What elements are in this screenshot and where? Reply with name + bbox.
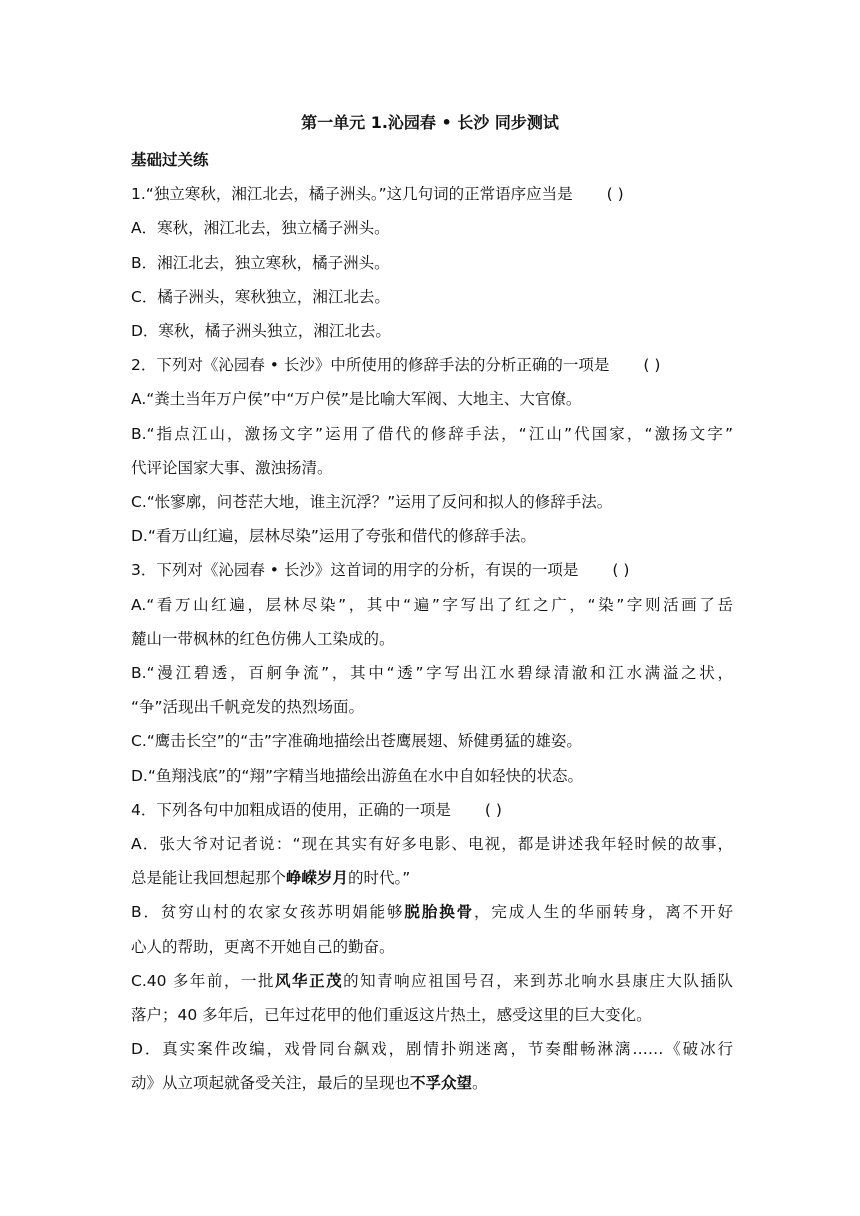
question-2-option-a: A.“粪土当年万户侯”中“万户侯”是比喻大军阀、大地主、大官僚。 [131, 390, 582, 409]
question-2-option-b-line1: B.“指点江山，激扬文字”运用了借代的修辞手法，“江山”代国家，“激扬文字” [131, 424, 733, 443]
answer-blank: ( ) [606, 185, 624, 204]
question-4-option-b-line1: B．贫穷山村的农家女孩苏明娟能够脱胎换骨，完成人生的华丽转身，离不开好 [131, 903, 733, 922]
question-4-option-a-line1: A．张大爷对记者说：“现在其实有好多电影、电视，都是讲述我年轻时候的故事， [131, 835, 733, 854]
answer-blank: ( ) [484, 800, 502, 819]
bold-idiom: 不孚众望 [410, 1074, 473, 1093]
question-4-option-a-line2: 总是能让我回想起那个峥嵘岁月的时代。” [131, 869, 411, 888]
bold-idiom: 风华正茂 [275, 971, 344, 990]
question-4-stem: 4．下列各句中加粗成语的使用，正确的一项是 ( ) [131, 800, 502, 819]
bold-idiom: 脱胎换骨 [404, 903, 474, 922]
question-1-option-b: B．湘江北去，独立寒秋，橘子洲头。 [131, 253, 390, 272]
question-2-stem: 2．下列对《沁园春 • 长沙》中所使用的修辞手法的分析正确的一项是 ( ) [131, 356, 661, 375]
question-3-option-a-line2: 麓山一带枫林的红色仿佛人工染成的。 [131, 629, 395, 648]
question-3-stem: 3．下列对《沁园春 • 长沙》这首词的用字的分析，有误的一项是 ( ) [131, 561, 630, 580]
question-1-stem: 1.“独立寒秋，湘江北去，橘子洲头。”这几句词的正常语序应当是 ( ) [131, 185, 624, 204]
question-4-option-c-line1: C.40 多年前，一批风华正茂的知青响应祖国号召，来到苏北响水县康庄大队插队 [131, 971, 733, 990]
bold-idiom: 峥嵘岁月 [286, 869, 349, 888]
question-1-option-c: C．橘子洲头，寒秋独立，湘江北去。 [131, 287, 390, 306]
section-heading: 基础过关练 [131, 151, 209, 169]
document-body [131, 143, 733, 1101]
question-1-option-d: D．寒秋，橘子洲头独立，湘江北去。 [131, 322, 391, 341]
question-1-option-a: A．寒秋，湘江北去，独立橘子洲头。 [131, 219, 390, 238]
question-2-option-c: C.“怅寥廓，问苍茫大地，谁主沉浮？”运用了反问和拟人的修辞手法。 [131, 493, 613, 512]
question-4-option-b-line2: 心人的帮助，更离不开她自己的勤奋。 [131, 937, 395, 956]
page-title: 第一单元 1.沁园春 • 长沙 同步测试 [301, 113, 559, 132]
question-3-option-d: D.“鱼翔浅底”的“翔”字精当地描绘出游鱼在水中自如轻快的状态。 [131, 766, 583, 785]
question-4-option-c-line2: 落户；40 多年后，已年过花甲的他们重返这片热土，感受这里的巨大变化。 [131, 1006, 652, 1025]
question-2-option-d: D.“看万山红遍，层林尽染”运用了夸张和借代的修辞手法。 [131, 527, 536, 546]
question-4-option-d-line2: 动》从立项起就备受关注，最后的呈现也不孚众望。 [131, 1074, 488, 1093]
question-3-option-c: C.“鹰击长空”的“击”字准确地描绘出苍鹰展翅、矫健勇猛的雄姿。 [131, 732, 582, 751]
question-3-option-a-line1: A.“看万山红遍，层林尽染”，其中“遍”字写出了红之广，“染”字则活画了岳 [131, 595, 733, 614]
answer-blank: ( ) [643, 356, 661, 375]
answer-blank: ( ) [612, 561, 630, 580]
question-3-option-b-line1: B.“漫江碧透，百舸争流”，其中“透”字写出江水碧绿清澈和江水满溢之状， [131, 664, 733, 683]
question-4-option-d-line1: D．真实案件改编，戏骨同台飙戏，剧情扑朔迷离，节奏酣畅淋漓……《破冰行 [131, 1040, 733, 1059]
question-2-option-b-line2: 代评论国家大事、激浊扬清。 [131, 458, 333, 477]
question-3-option-b-line2: “争”活现出千帆竞发的热烈场面。 [131, 698, 365, 717]
